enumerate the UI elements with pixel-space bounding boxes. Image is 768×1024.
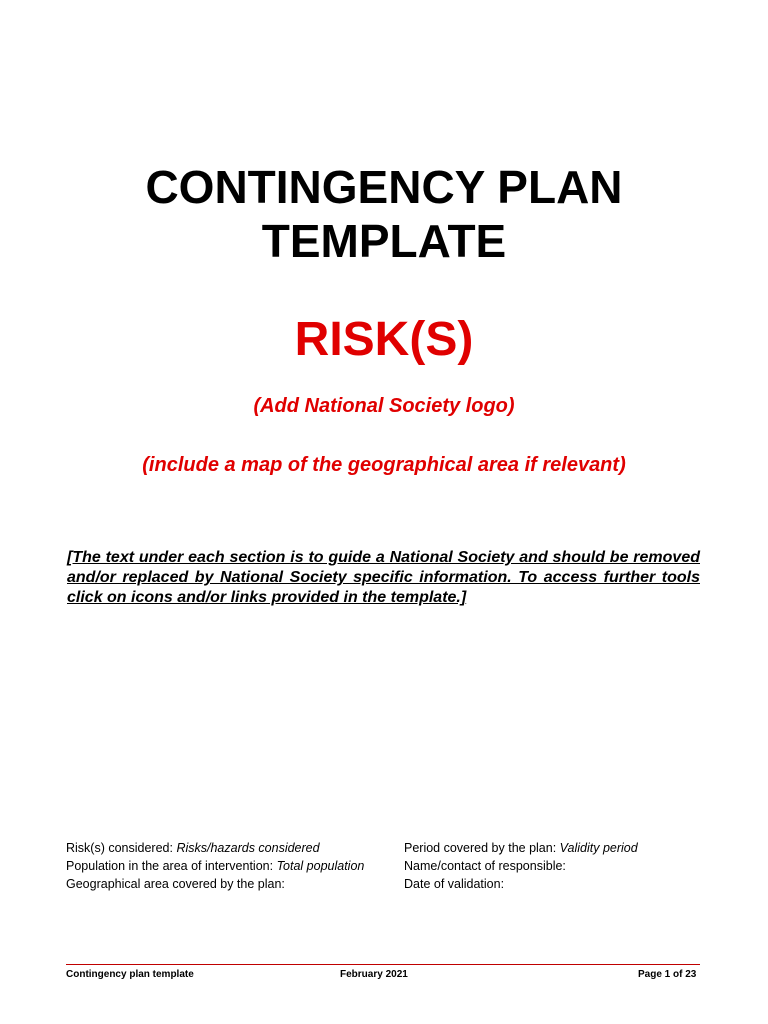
footer-divider	[66, 964, 700, 965]
document-title	[0, 160, 768, 268]
plan-meta-left	[66, 839, 396, 893]
meta-period-covered	[404, 839, 704, 857]
meta-risks-considered	[66, 839, 396, 857]
meta-label: Geographical area covered by the plan:	[66, 877, 285, 891]
meta-label: Risk(s) considered:	[66, 841, 177, 855]
meta-value: Total population	[276, 859, 365, 873]
title-line-2: TEMPLATE	[261, 215, 507, 267]
title-line-1: CONTINGENCY PLAN	[145, 161, 623, 213]
guidance-text: [The text under each section is to guide a National Society and should be removed and/or replaced by National Society specific information. To access further tools click on icons and/or links provided in the template.]	[67, 549, 700, 606]
meta-label: Period covered by the plan:	[404, 841, 560, 855]
meta-responsible-contact	[404, 857, 704, 875]
meta-validation-date	[404, 875, 704, 893]
footer-document-name: Contingency plan template	[66, 969, 194, 980]
map-placeholder-note: (include a map of the geographical area if relevant)	[142, 454, 626, 476]
meta-label: Date of validation:	[404, 877, 505, 891]
meta-label: Population in the area of intervention:	[66, 859, 277, 873]
risk-heading: RISK(S)	[294, 313, 474, 366]
meta-geographical-area	[66, 875, 396, 893]
logo-placeholder-note: (Add National Society logo)	[253, 395, 515, 417]
plan-meta-right	[404, 839, 704, 893]
footer-date: February 2021	[340, 969, 408, 980]
meta-label: Name/contact of responsible:	[404, 859, 566, 873]
meta-population	[66, 857, 396, 875]
meta-value: Validity period	[559, 841, 638, 855]
meta-value: Risks/hazards considered	[176, 841, 320, 855]
footer-page-number: Page 1 of 23	[638, 969, 697, 980]
